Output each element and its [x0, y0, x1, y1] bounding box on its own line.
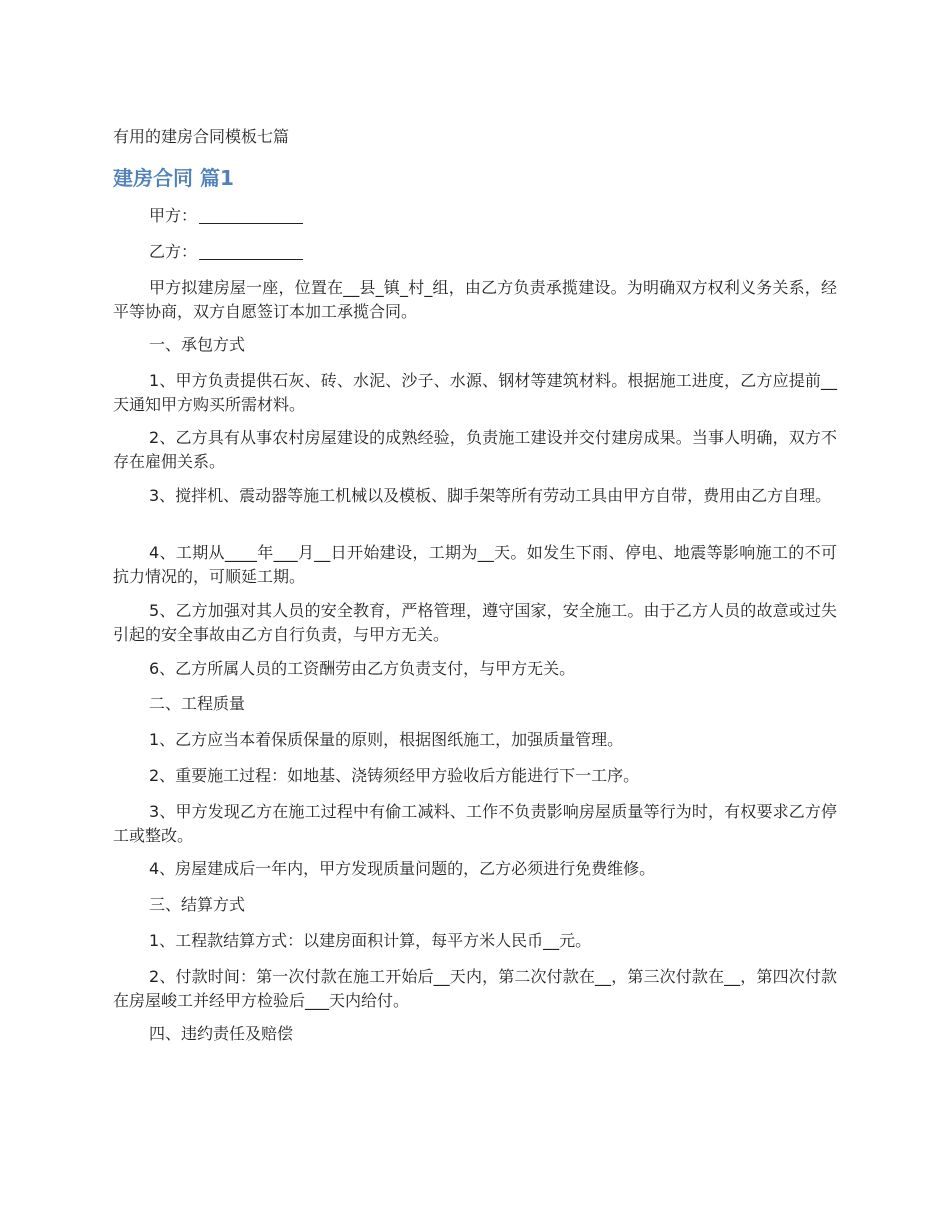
clause-3-1: 1、工程款结算方式：以建房面积计算，每平方米人民币__元。 — [149, 931, 592, 950]
party-a-label: 甲方： — [149, 206, 198, 225]
clause-1-5: 5、乙方加强对其人员的安全教育，严格管理，遵守国家，安全施工。由于乙方人员的故意或过失引起的安全事故由乙方自行负责，与甲方无关。 — [113, 601, 837, 644]
party-b-blank — [199, 243, 303, 260]
clause-2-4: 4、房屋建成后一年内，甲方发现质量问题的，乙方必须进行免费维修。 — [149, 859, 656, 878]
document-title: 有用的建房合同模板七篇 — [113, 127, 290, 146]
section-breach-liability: 四、违约责任及赔偿 — [149, 1024, 294, 1043]
section-quality: 二、工程质量 — [149, 694, 246, 713]
intro-paragraph: 甲方拟建房屋一座，位置在__县_镇_村_组，由乙方负责承揽建设。为明确双方权利义务关系，经平等协商，双方自愿签订本加工承揽合同。 — [113, 278, 837, 321]
clause-2-3: 3、甲方发现乙方在施工过程中有偷工减料、工作不负责影响房屋质量等行为时，有权要求乙方停工或整改。 — [113, 802, 837, 845]
party-b-label: 乙方： — [149, 242, 198, 261]
party-b-line — [113, 240, 837, 264]
clause-2-1: 1、乙方应当本着保质保量的原则，根据图纸施工，加强质量管理。 — [149, 730, 624, 749]
clause-1-6: 6、乙方所属人员的工资酬劳由乙方负责支付，与甲方无关。 — [149, 659, 576, 678]
section-settlement: 三、结算方式 — [149, 895, 246, 914]
clause-2-2: 2、重要施工过程：如地基、浇铸须经甲方验收后方能进行下一工序。 — [149, 766, 640, 785]
section-heading: 建房合同 篇1 — [113, 166, 234, 190]
clause-3-2: 2、付款时间：第一次付款在施工开始后__天内，第二次付款在__，第三次付款在__，第四次付款在房屋峻工并经甲方检验后___天内给付。 — [113, 967, 837, 1010]
clause-1-3: 3、搅拌机、震动器等施工机械以及模板、脚手架等所有劳动工具由甲方自带，费用由乙方自理。 — [149, 486, 832, 505]
clause-1-1: 1、甲方负责提供石灰、砖、水泥、沙子、水源、钢材等建筑材料。根据施工进度，乙方应提前__天通知甲方购买所需材料。 — [113, 371, 837, 414]
clause-1-2: 2、乙方具有从事农村房屋建设的成熟经验，负责施工建设并交付建房成果。当事人明确，双方不存在雇佣关系。 — [113, 428, 837, 471]
clause-1-4: 4、工期从____年___月__日开始建设，工期为__天。如发生下雨、停电、地震等影响施工的不可抗力情况的，可顺延工期。 — [113, 543, 837, 586]
party-a-line — [113, 204, 837, 228]
section-contracting-method: 一、承包方式 — [149, 335, 246, 354]
party-a-blank — [199, 207, 303, 224]
